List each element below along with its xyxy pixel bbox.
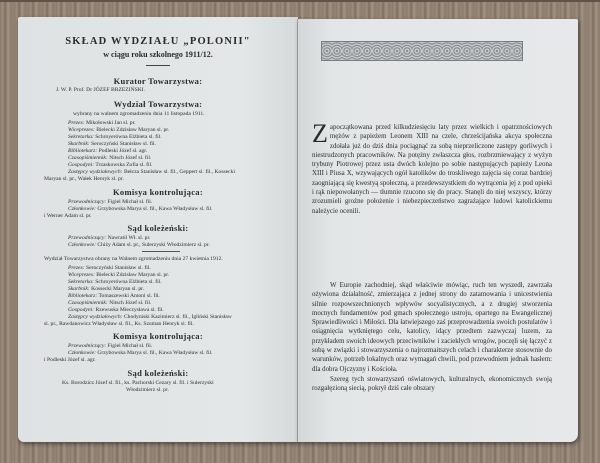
page-subtitle: w ciągu roku szkolnego 1911/12.: [103, 50, 213, 59]
komisya-line: Członkowie: Grzybowska Marya sl. fil., Kawa Władysław sl. fil.: [68, 350, 213, 356]
member-line: Skarbnik: Seroczyński Stanisław sl. fil.: [68, 141, 156, 147]
komisya-continuation: i Podleski Józef sl. agr.: [44, 357, 96, 363]
member-line: Czasopiśmiennik: Nitsch Józef sl. fil.: [68, 300, 152, 306]
member-continuation: sl. pr., Rawdanowicz Władysław sl. fil., Ks. Szuman Henryk sl. fil.: [44, 321, 194, 327]
komisya-line: Członkowie: Grzybowska Marya sl. fil., Kawa Władysław sl. fil.: [68, 206, 213, 212]
kurator-name: J. W. P. Prof. Dr JÓZEF BRZEZIŃSKI.: [56, 87, 146, 93]
wydzial-heading: Wydział Towarzystwa:: [113, 99, 203, 109]
right-page: [298, 19, 578, 442]
member-line: Zastępcy wydziałowych: Chodyniski Kazimierz sl. fil., Igliński Stanisław: [68, 314, 232, 320]
sad-2-line: Ks. Borodzicz Józef sl. fil., ks. Pachorski Cezary sl. fil. i Sulerzyski: [62, 380, 214, 386]
komisya-line: Przewodniczący: Figiel Michał sl. fil.: [68, 199, 153, 205]
paragraph-3: Szereg tych stowarzyszeń oświatowych, kulturalnych, ekonomicznych swoją rozgałęzioną siecią, pokrył dziś całe obszary: [312, 376, 552, 393]
member-line: Wiceprezes: Bielecki Zdzisław Maryan sl. pr.: [68, 127, 170, 133]
drop-cap: Z: [312, 119, 328, 148]
section-rule: [142, 251, 180, 252]
member-line: Sekretarka: Schroyerówna Elżbieta sl. fil.: [68, 134, 162, 140]
member-continuation: Maryan sl. pr., Wałek Henryk sl. pr.: [44, 176, 124, 182]
paragraph-2: W Europie zachodniej, skąd właściwie mówiąc, ruch ten wyszedł, zawrzała ożywiona działalność, zmierzająca z jednej strony do zatamowania i unicestwienia silnie rozpowszechnionych wpływów socyalistycznych, a z drugiej stworzenia mocnych fundamentów pod gmach społecznego ustroju, opartego na Ewangelicznej Sprawiedliwości i Miłości. Dla łatwiejszego zaś przeprowadzenia swoich postulatów i osiągnięcia wytkniętego celu, katolicy, idący przedtem zazwyczaj luzem, za przykładem swoich ideowych przeciwników i zaciekłych wrogów, poczęli się łączyć z sobą w związki i stowarzyszenia o najrozmaitszych celach i charakterze stosownie do warunków, potrzeb lokalnych oraz wymagań chwili, pod przewodniem jednak hasłem: dla dobra Ojczyzny i Kościoła.: [312, 282, 552, 373]
sad-2-heading: Sąd koleżeński:: [127, 368, 189, 378]
page-title: SKŁAD WYDZIAŁU „POLONII": [65, 36, 251, 47]
member-line: Bibliotekarz: Tomaszewski Antoni sl. fil.: [68, 293, 160, 299]
paragraph-1: Zapoczątkowana przed kilkudziesięciu laty przez wielkich i opatrznościowych mężów z papieżem Leonem XIII na czele, chrześcijańska akcya społeczna zdołała już do dziś dnia pociągnąć za sobą nieprzeliczone zastępy gorliwych i niestrudzonych pracowników. Na potężny zwłaszcza głos, rozbrzmiewający z wyżyn trybuny Piotrowej przez usta dwóch kolejno po sobie następujących papieży Leona XIII i Piusa X, wzywających ogół katolików do troskliwego zajęcia się coraz bardziej zaogniającą się kwestyą społeczną, a przedewszystkiem do wytrącenia jej z pod opieki i rąk niepowołanych — tłumnie rzucono się do pracy. Stanęli do niej wszyscy, którzy zrozumieli groźne położenie i niebezpieczeństwo zagrażające ludowi katolickiemu należycie ocenili.: [312, 119, 552, 215]
member-line: Prezes: Mikołowski Jan sl. pr.: [68, 120, 136, 126]
komisya-2-heading: Komisya kontrolująca:: [113, 331, 203, 341]
sad-line: Członkowie: Chiży Adam sl. pr., Sulerzyski Włodzimierz sl. pr.: [68, 242, 210, 248]
sad-heading: Sąd koleżeński:: [127, 223, 189, 233]
komisya-continuation: i Werner Adam sl. pr.: [44, 213, 92, 219]
member-line: Wiceprezes: Bielecki Zdzisław Maryan sl. pr.: [68, 272, 170, 278]
kurator-heading: Kurator Towarzystwa:: [113, 76, 203, 86]
komisya-line: Przewodniczący: Figiel Michał sl. fil.: [68, 343, 153, 349]
member-line: Skarbnik: Kossecki Maryan sl. pr.: [68, 286, 145, 292]
member-line: Gospodyni: Rzewuska Mieczysława sl. fil.: [68, 307, 164, 313]
left-page: [18, 17, 298, 442]
sad-2-line: Włodzimierz sl. pr.: [126, 387, 169, 393]
wydzial-intro: wybrany na walnem zgromadzeniu dnia 11 listopada 1911.: [73, 111, 205, 117]
wydzial-1912-intro: Wydział Towarzystwa obrany na Walnem zgromadzeniu dnia 27 kwietnia 1912.: [44, 256, 223, 262]
decorative-banner: [321, 41, 523, 61]
table-edge: [0, 0, 600, 2]
komisya-heading: Komisya kontrolująca:: [113, 187, 203, 197]
member-line: Zastępcy wydziałowych: Bełcza Stanisław sl. fil., Geppert sl. fil., Kossecki: [68, 169, 236, 175]
sad-line: Przewodniczący: Nawratil Wł. sl. pr.: [68, 235, 151, 241]
ornament-divider: [146, 65, 170, 66]
member-line: Sekretarka: Schroyerówna Elżbieta sl. fil.: [68, 279, 162, 285]
member-line: Prezes: Seroczyński Stanisław sl. fil.: [68, 265, 151, 271]
member-line: Bibliotekarz: Podleski Józef sl. agr.: [68, 148, 148, 154]
member-line: Gospodyni: Trzaskowska Zofia sl. fil.: [68, 162, 153, 168]
member-line: Czasopiśmiennik: Nitsch Józef sl. fil.: [68, 155, 152, 161]
